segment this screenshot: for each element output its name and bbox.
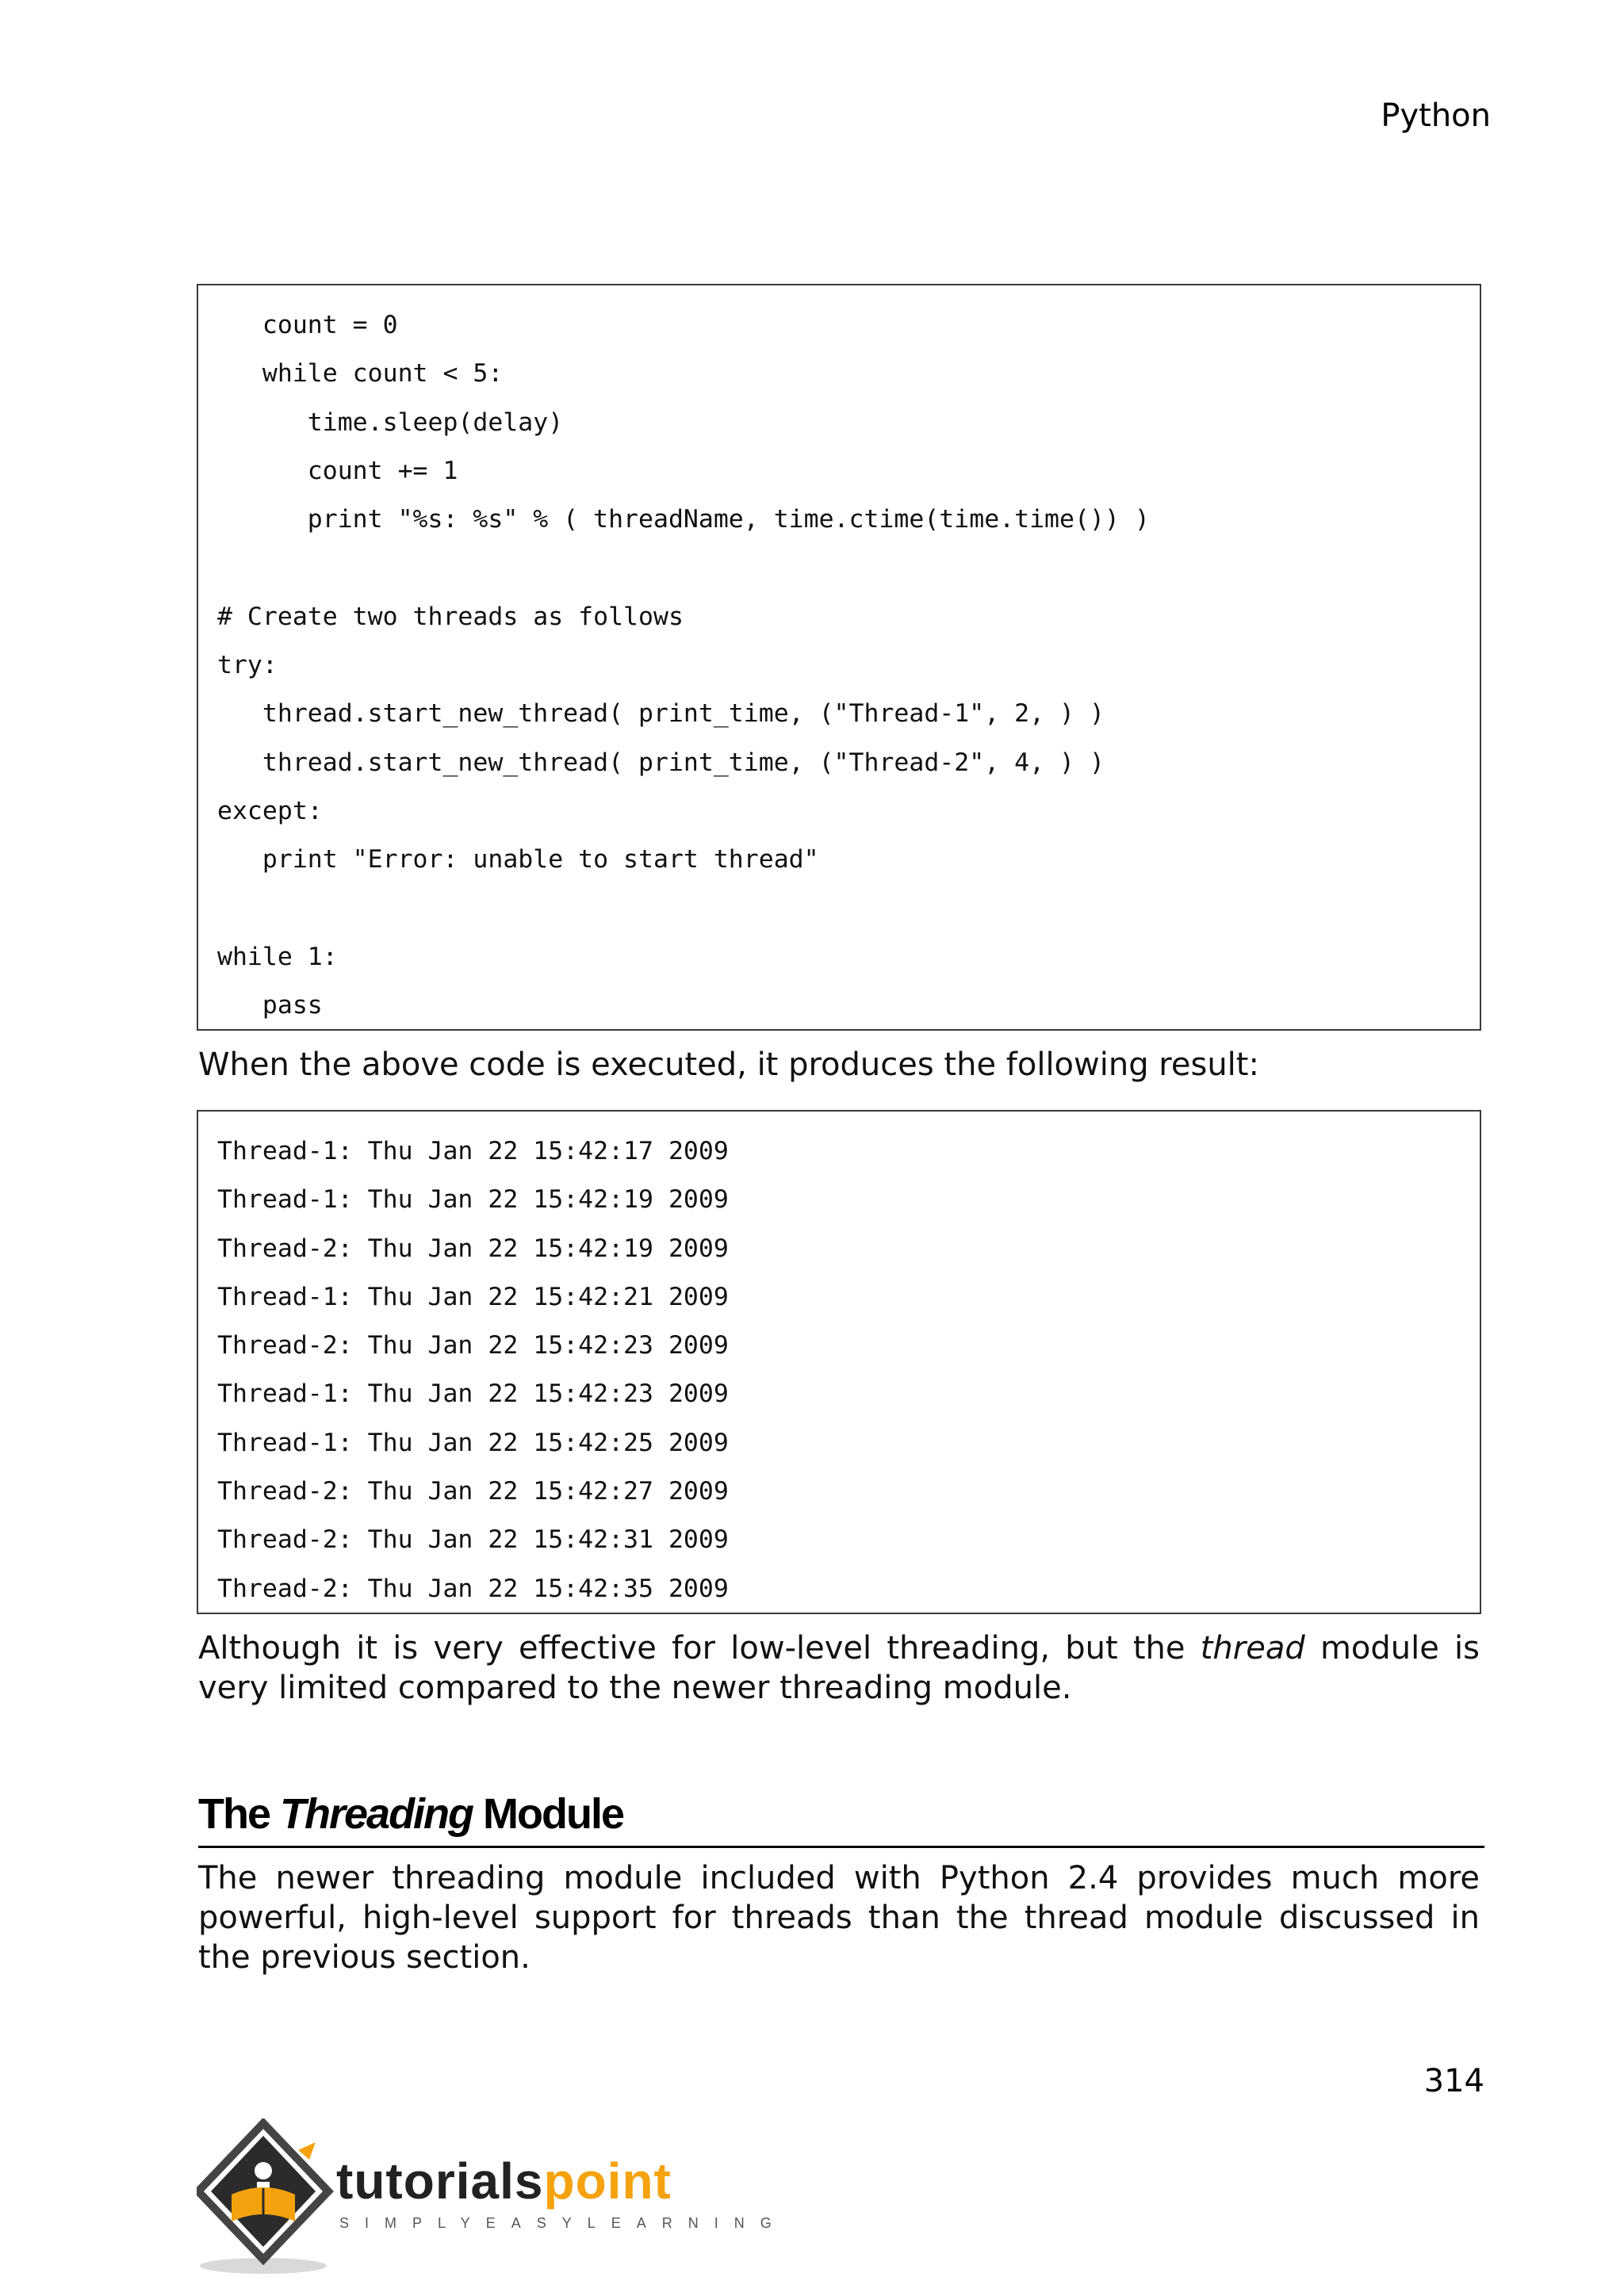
heading-text: Module xyxy=(473,1790,624,1838)
threading-module-paragraph: The newer threading module included with Python 2.4 provides much more powerful, high-level support for threads than the thread module discussed in the previous section. xyxy=(198,1860,1480,1976)
code-line: thread.start_new_thread( print_time, ("Thread-2", 4, ) ) xyxy=(217,748,1105,777)
output-line: Thread-1: Thu Jan 22 15:42:17 2009 xyxy=(217,1137,729,1165)
code-line: while count < 5: xyxy=(217,359,504,388)
code-line: time.sleep(delay) xyxy=(217,408,564,437)
heading-emphasis: Threading xyxy=(280,1790,473,1838)
thread-module-paragraph xyxy=(198,1628,1480,1708)
emphasis-thread: thread xyxy=(1200,1630,1305,1667)
logo-diamond-icon xyxy=(197,2118,339,2277)
code-line: pass xyxy=(217,991,323,1020)
running-header: Python xyxy=(1381,98,1491,134)
heading-text: The xyxy=(198,1790,281,1838)
code-line: try: xyxy=(217,651,278,680)
output-line: Thread-1: Thu Jan 22 15:42:19 2009 xyxy=(217,1185,729,1215)
paragraph-text: Although it is very effective for low-level threading, but the xyxy=(198,1630,1201,1667)
output-line: Thread-1: Thu Jan 22 15:42:25 2009 xyxy=(217,1428,729,1457)
output-line: Thread-1: Thu Jan 22 15:42:21 2009 xyxy=(217,1282,729,1311)
code-line: except: xyxy=(217,796,323,825)
code-line xyxy=(198,885,1480,933)
code-listing xyxy=(197,284,1481,1031)
tutorialspoint-logo xyxy=(197,2118,787,2277)
section-heading xyxy=(198,1784,1484,1848)
output-line: Thread-2: Thu Jan 22 15:42:23 2009 xyxy=(217,1331,729,1360)
logo-wordmark xyxy=(336,2153,672,2209)
code-line: count += 1 xyxy=(217,456,458,485)
logo-word-tutorials: tutorials xyxy=(336,2152,544,2210)
code-line: while 1: xyxy=(217,942,338,971)
output-line: Thread-2: Thu Jan 22 15:42:19 2009 xyxy=(217,1234,729,1263)
output-line: Thread-2: Thu Jan 22 15:42:31 2009 xyxy=(217,1525,729,1555)
logo-tagline: SIMPLYEASYLEARNING xyxy=(339,2215,787,2231)
code-line: # Create two threads as follows xyxy=(217,602,684,631)
paragraph-text: module is very limited compared to the newer threading module. xyxy=(198,1630,1480,1706)
logo-word-point: point xyxy=(543,2152,672,2210)
code-line: print "%s: %s" % ( threadName, time.ctime(time.time()) ) xyxy=(217,505,1150,534)
code-line: count = 0 xyxy=(217,311,398,339)
result-intro-paragraph: When the above code is executed, it produces the following result: xyxy=(198,1047,1259,1083)
code-line xyxy=(198,544,1480,592)
code-line: thread.start_new_thread( print_time, ("Thread-1", 2, ) ) xyxy=(217,699,1105,729)
output-line: Thread-2: Thu Jan 22 15:42:27 2009 xyxy=(217,1477,729,1506)
output-listing xyxy=(197,1110,1481,1614)
output-line: Thread-2: Thu Jan 22 15:42:35 2009 xyxy=(217,1574,729,1603)
page-number: 314 xyxy=(1423,2063,1484,2099)
output-line: Thread-1: Thu Jan 22 15:42:23 2009 xyxy=(217,1380,729,1409)
code-line: print "Error: unable to start thread" xyxy=(217,845,819,874)
